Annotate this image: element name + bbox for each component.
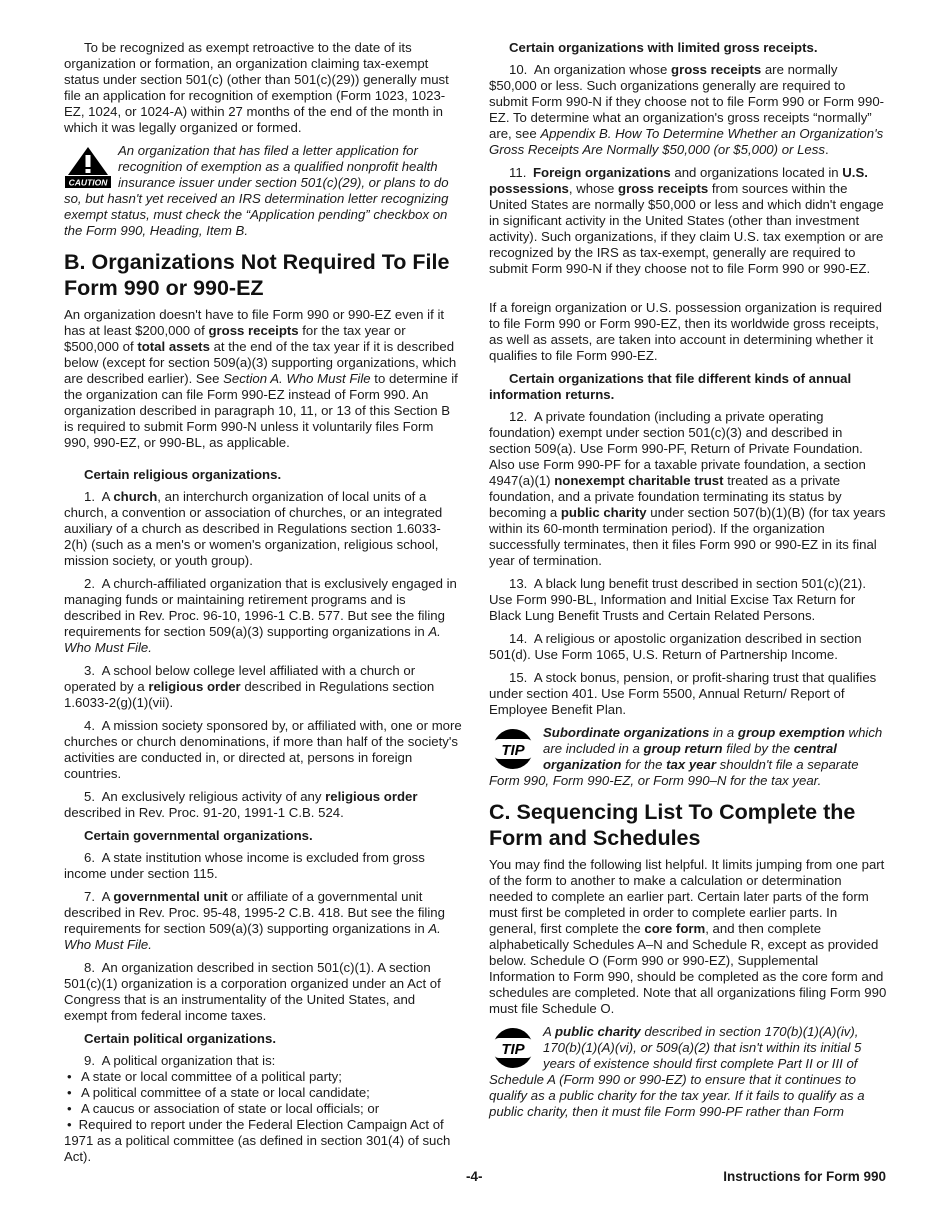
document-title: Instructions for Form 990 (723, 1169, 886, 1184)
caution-text: An organization that has filed a letter application for recognition of exemption as a qualified nonprofit health insurance issuer under section 501(c)(29), or plans to do so, but hasn't yet received an IRS determination letter recognizing exempt status, must check the “Application pending” checkbox on the Form 990, Heading, Item B. (64, 143, 449, 238)
list-item: • A state or local committee of a political party; (64, 1069, 462, 1085)
tip-icon (489, 727, 537, 771)
item-2: 2. A church-affiliated organization that is exclusively engaged in managing funds or maintaining retirement programs and is described in Rev. Proc. 96-10, 1996-1 C.B. 577. But see the filing requirements for section 509(a)(3) supporting organizations in A. Who Must File. (64, 576, 457, 655)
different-returns-heading: Certain organizations that file different kinds of annual information returns. (489, 371, 852, 402)
tip-icon-label: TIP (501, 1041, 525, 1058)
left-column (64, 40, 462, 1165)
item-10: 10. An organization whose gross receipts are normally $50,000 or less. Such organizations generally are required to submit Form 990-N if they choose not to file Form 990 or Form 990-EZ. To determine what an organization's gross receipts “normally” are, see Appendix B. How To Determine Whether an Organization's Gross Receipts Are Normally $50,000 (or $5,000) or Less. (489, 62, 885, 157)
tip-note-public-charity: TIP A public charity described in section 170(b)(1)(A)(iv), 170(b)(1)(A)(vi), or 509(a)(2) that isn't within its initial 5 years of existence should first complete Part II or III of Schedule A (Form 990 or 990-EZ) to ensure that it continues to qualify as a public charity for the tax year. If it fails to qualify as a public charity, then it must file Form 990-PF rather than Form (489, 1024, 865, 1119)
item-14: 14. A religious or apostolic organization described in section 501(d). Use Form 1065, U.S. Return of Partnership Income. (489, 631, 862, 662)
political-heading: Certain political organizations. (84, 1031, 276, 1046)
foreign-paragraph: If a foreign organization or U.S. possession organization is required to file Form 990 or Form 990-EZ, then its worldwide gross receipts, as well as assets, are taken into account in determining whether it qualifies to file Form 990-EZ. (489, 300, 882, 363)
item-4: 4. A mission society sponsored by, or affiliated with, one or more churches or church denominations, if more than half of the society's activities are conducted in, or directed at, persons in foreign countries. (64, 718, 462, 781)
section-c-intro: You may find the following list helpful. It limits jumping from one part of the form to another to make a calculation or determination needed to complete an earlier part. Certain later parts of the form must first be completed in order to complete earlier parts. In general, first complete the core form, and then complete alphabetically Schedules A–N and Schedule R, except as provided below. Schedule O (Form 990 or 990-EZ), Supplemental Information to Form 990, should be completed as the core form and schedules are completed. Note that all organizations filing Form 990 must file Schedule O. (489, 857, 887, 1016)
governmental-heading: Certain governmental organizations. (84, 828, 313, 843)
item-9: 9. A political organization that is: (84, 1053, 276, 1068)
section-b-intro: An organization doesn't have to file Form 990 or 990-EZ even if it has at least $200,000 of gross receipts for the tax year or $500,000 of total assets at the end of the tax year if it is described below (except for section 509(a)(3) supporting organizations, which are described earlier). See Section A. Who Must File to determine if the organization can file Form 990-EZ instead of Form 990. An organization described in paragraph 10, 11, or 13 of this Section B is required to submit Form 990-N unless it voluntarily files Form 990, 990-EZ, or 990-BL, as applicable. (64, 307, 458, 450)
tip-icon-label: TIP (501, 742, 525, 759)
item-1: 1. A church, an interchurch organization of local units of a church, a convention or association of churches, or an integrated auxiliary of a church as described in Regulations section 1.6033-2(h) (such as a men's or women's organization, religious school, mission society, or youth group). (64, 489, 443, 568)
caution-icon (64, 145, 112, 189)
list-item: • A caucus or association of state or local officials; or (64, 1101, 462, 1117)
section-c-title: C. Sequencing List To Complete the Form and Schedules (489, 800, 856, 850)
item-5: 5. An exclusively religious activity of any religious order described in Rev. Proc. 91-20, 1991-1 C.B. 524. (64, 789, 418, 820)
tip-icon (489, 1026, 537, 1070)
item-12: 12. A private foundation (including a private operating foundation) exempt under section 501(c)(3) and described in section 509(a). Use Form 990-PF, Return of Private Foundation. Also use Form 990-PF for a taxable private foundation, a section 4947(a)(1) nonexempt charitable trust treated as a private foundation, and a private foundation terminating its status by becoming a public charity under section 507(b)(1)(B) (for tax years within its 60-month termination period). If the organization successfully terminates, then it files Form 990 or 990-EZ in its final year of termination. (489, 409, 886, 568)
section-b-title: B. Organizations Not Required To File Form 990 or 990-EZ (64, 250, 450, 300)
caution-note (64, 143, 462, 239)
political-bullet-list (64, 1069, 462, 1165)
page-number: -4- (466, 1169, 483, 1184)
item-13: 13. A black lung benefit trust described in section 501(c)(21). Use Form 990-BL, Information and Initial Excise Tax Return for Black Lung Benefit Trusts and Certain Related Persons. (489, 576, 866, 623)
item-8: 8. An organization described in section 501(c)(1). A section 501(c)(1) organization is a corporation organized under an Act of Congress that is an instrumentality of the United States, and exempt from federal income taxes. (64, 960, 441, 1023)
item-11: 11. Foreign organizations and organizations located in U.S. possessions, whose gross receipts from sources within the United States are normally $50,000 or less and which didn't engage in significant activity in the United States (other than investment activity). Such organizations, if they claim U.S. tax exemption or are recognized by the IRS as tax-exempt, generally are required to submit Form 990-N if they choose not to file Form 990 or 990-EZ. (489, 165, 884, 276)
item-7: 7. A governmental unit or affiliate of a governmental unit described in Rev. Proc. 95-48, 1995-2 C.B. 418. But see the filing requirements for section 509(a)(3) supporting organizations in A. Who Must File. (64, 889, 445, 952)
item-3: 3. A school below college level affiliated with a church or operated by a religious order described in Regulations section 1.6033-2(g)(1)(vii). (64, 663, 435, 710)
list-item: • A political committee of a state or local candidate; (64, 1085, 462, 1101)
item-6: 6. A state institution whose income is excluded from gross income under section 115. (64, 850, 425, 881)
caution-icon-label: CAUTION (68, 177, 108, 188)
intro-paragraph: To be recognized as exempt retroactive to the date of its organization or formation, an organization claiming tax-exempt status under section 501(c) (other than 501(c)(29)) generally must file an application for recognition of exemption (Form 1023, 1023-EZ, 1024, or 1024-A) within 27 months of the end of the month in which it was legally organized or formed. (64, 40, 449, 135)
item-15: 15. A stock bonus, pension, or profit-sharing trust that qualifies under section 401. Use Form 5500, Annual Return/ Report of Employee Benefit Plan. (489, 670, 877, 717)
religious-heading: Certain religious organizations. (84, 467, 282, 482)
list-item: • Required to report under the Federal Election Campaign Act of 1971 as a political committee (as defined in section 301(4) of such Act). (64, 1117, 462, 1165)
limited-receipts-heading: Certain organizations with limited gross receipts. (509, 40, 818, 55)
right-column (489, 40, 887, 1128)
tip-note-subordinate: TIP Subordinate organizations in a group exemption which are included in a group return filed by the central organization for the tax year shouldn't file a separate Form 990, Form 990-EZ, or Form 990–N for the tax year. (489, 725, 883, 788)
